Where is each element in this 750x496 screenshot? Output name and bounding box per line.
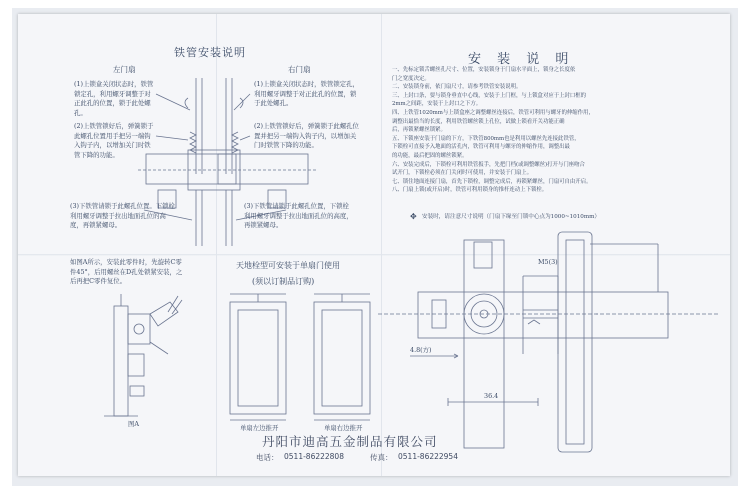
crosshair-icon: ✥: [410, 212, 417, 221]
instruction-sheet: [18, 14, 730, 476]
fax-number: 0511-86222954: [398, 452, 458, 461]
phone-label: 电话：: [256, 453, 279, 462]
step-line: 八、门扇上锁(或开启)时，铁管可利用锁身的推杆连动上下锁栓。: [392, 187, 548, 194]
dim-4-8: 4.8(方): [410, 346, 432, 354]
step-line: 一、先标定锁舌螺丝孔尺寸、位置，安装锁身于门扇水平面上，锁身之长度依: [392, 67, 576, 73]
door2-caption: 单扇右边推开: [324, 424, 363, 432]
pipe-install-title: 铁管安装说明: [174, 46, 246, 59]
step-line: 六、安装完成后，下锁栓可利用铁管扳手，先把门档(或调整螺丝)打开与门座吻合: [392, 161, 585, 168]
fig-a-label: 图A: [128, 420, 140, 428]
custom-order-note: (须以订制品订购): [252, 277, 315, 286]
left-para-2: (2)上铁管锁好后，弹簧锁于此螺孔位置用手把另一端钩入钩子内，以增加关门时铁管下降的功能。: [74, 122, 154, 159]
right-para-2: (2)上铁管锁好后，弹簧锁于此螺孔位置并把另一端钩入钩子内，以增加关门时铁管下降的功能。: [254, 122, 359, 150]
left-para-3: (3)下铁管请锁于此螺孔位置。下锁栓利用螺牙调整于拉出地面孔位的高度，再锁紧螺母。: [70, 202, 175, 230]
left-para-1: (1)上锁盒关闭状态时，铁管锁定孔，利用螺牙调整于对正此孔的位置，锁于此处螺孔。: [74, 80, 154, 117]
company-name: 丹阳市迪高五金制品有限公司: [262, 434, 438, 449]
dim-36-4: 36.4: [484, 392, 499, 400]
step-line: 二、安装锁身前，依门扇尺寸，请参考铁管安装说明。: [392, 84, 522, 91]
single-door-note: 天地栓型可安装于单扇门使用: [236, 261, 340, 270]
phone-number: 0511-86222808: [284, 452, 344, 461]
step-line: 试开门，下锁栓必须在门关闭时可使用，并安装于门扇上。: [392, 170, 533, 177]
step-line: 四、上铁管1020mm与上锁盒座之调整螺丝连接后，铁管可利用与螺牙的伸缩作用，: [392, 109, 594, 116]
step-line: 五、下锁座安装于门扇的下方，下铁管800mm也是利用以螺丝先连接此铁管，: [392, 135, 580, 142]
install-instructions-title: 安 装 说 明: [468, 52, 575, 67]
right-para-3: (3)下铁管请锁于此螺孔位置，下锁栓利用螺牙调整于拉出地面孔位的高度，再锁紧螺母。: [244, 202, 353, 230]
fax-label: 传真：: [370, 453, 393, 462]
step-line: 的功能，最后把固的螺丝锁紧。: [392, 152, 468, 159]
step-line: 2mm之间距，安装于上封口之下方。: [392, 101, 482, 108]
right-door-label: 右门扇: [288, 65, 311, 74]
left-door-label: 左门扇: [113, 65, 136, 74]
fig-a-instructions: 如图A所示，安装此零件时，先旋转C零件45°，后用螺丝在D孔处锁紧安装，之后再把C零件复位。: [70, 258, 183, 286]
step-line: 下锁栓可直接予入地面的活孔内，铁管可利用与螺牙的伸缩作用，调整出最: [392, 144, 570, 151]
step-line: 调整出最恰当的长度，利用铁管螺丝锁上孔位，试做上锁看开关功能正确: [392, 118, 565, 125]
lock-dimension-drawing: [18, 14, 730, 476]
step-line: 三、上封口条，要与锁身垂直中心线，安装于上门框，与上锁盒对应于上封口框的: [392, 92, 587, 99]
dim-m5: M5(3): [538, 258, 558, 266]
step-line: 七、锁住地面连接门扇，首先下锁栓，调整完成后，再锁紧螺丝，门扇可自由开启。: [392, 178, 592, 185]
step-line: 后，再锁紧螺丝锁紧。: [392, 127, 446, 134]
install-note: 安装时，请注意尺寸说明（门扇下缘至门锁中心点为1000~1010mm）: [422, 214, 601, 220]
step-line: 门之宽度决定。: [392, 75, 430, 82]
right-para-1: (1)上锁盒关闭状态时，铁管锁定孔，利用螺牙调整于对正此孔的位置，锁于此处螺孔。: [254, 80, 359, 108]
door1-caption: 单扇左边推开: [240, 424, 279, 432]
